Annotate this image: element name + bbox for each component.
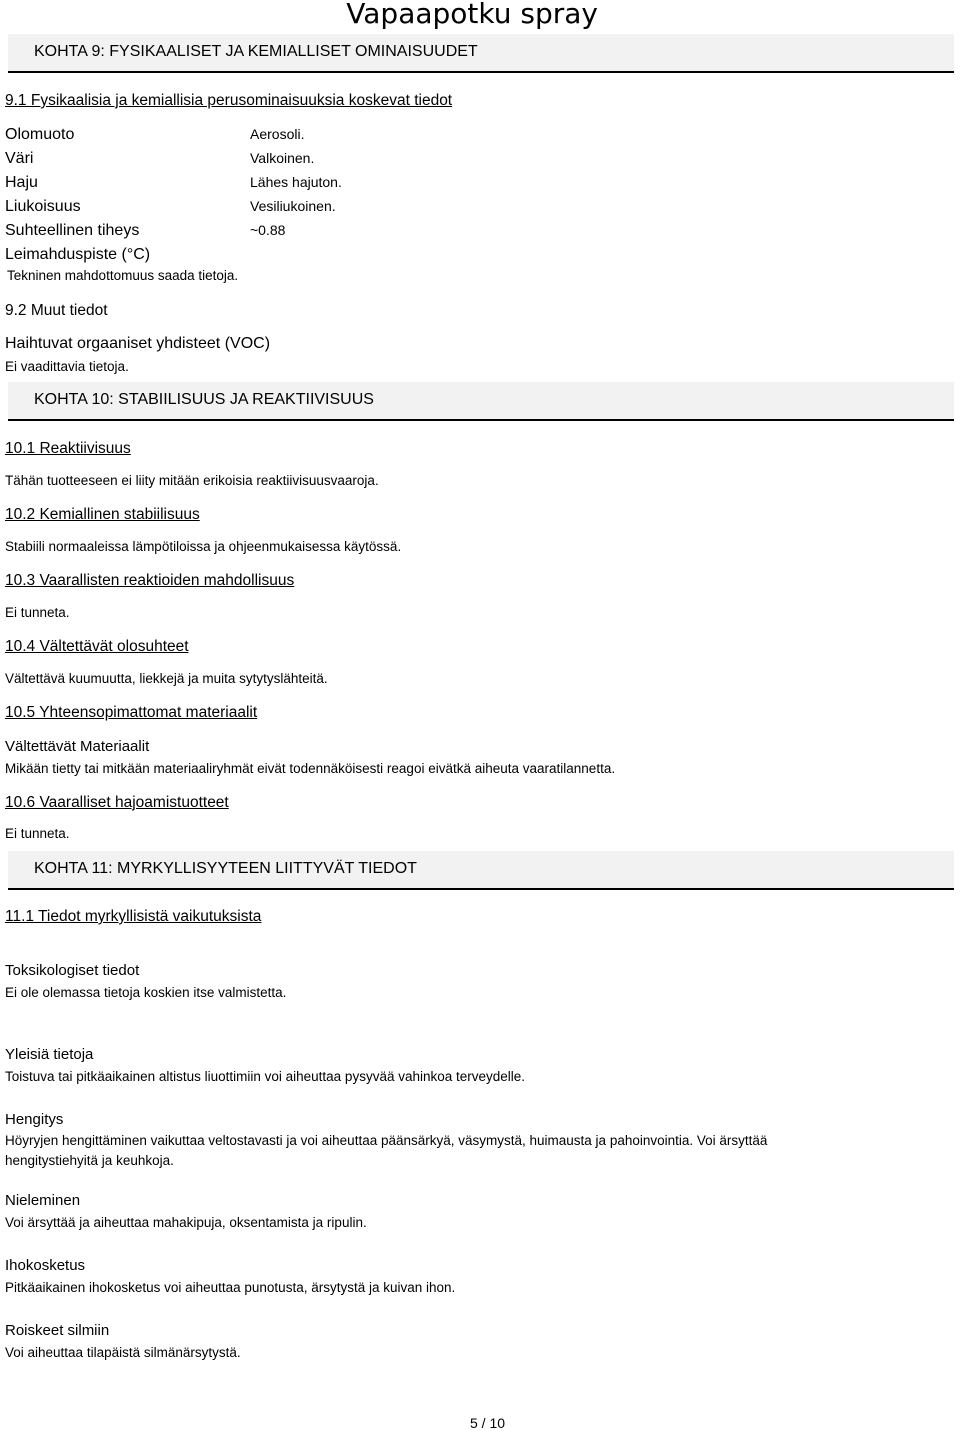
subsection-10-2-text: Stabiili normaaleissa lämpötiloissa ja ohjeenmukaisessa käytössä. (5, 539, 402, 554)
property-value: ~0.88 (250, 222, 286, 238)
inhalation-label: Hengitys (5, 1111, 64, 1128)
inhalation-text: Höyryjen hengittäminen vaikuttaa veltostavasti ja voi aiheuttaa päänsärkyä, väsymystä, huimausta ja pahoinvointia. Voi ärsyttää (5, 1133, 768, 1148)
toxicology-text: Ei ole olemassa tietoja koskien itse valmistetta. (5, 985, 287, 1000)
skin-contact-text: Pitkäaikainen ihokosketus voi aiheuttaa punotusta, ärsytystä ja kuivan ihon. (5, 1280, 456, 1295)
property-label: Leimahduspiste (°C) (5, 246, 151, 263)
property-value: Vesiliukoinen. (250, 198, 336, 214)
property-label: Väri (5, 150, 34, 167)
general-info-text: Toistuva tai pitkäaikainen altistus liuottimiin voi aiheuttaa pysyvää vahinkoa terveydelle. (5, 1069, 526, 1084)
skin-contact-label: Ihokosketus (5, 1257, 86, 1274)
voc-text: Ei vaadittavia tietoja. (5, 359, 129, 374)
section-11-header (8, 851, 954, 890)
subsection-10-3-text: Ei tunneta. (5, 605, 70, 620)
property-label: Suhteellinen tiheys (5, 222, 140, 239)
eye-contact-label: Roiskeet silmiin (5, 1322, 110, 1339)
section-9-title: KOHTA 9: FYSIKAALISET JA KEMIALLISET OMINAISUUDET (34, 43, 478, 60)
subsection-10-2-heading: 10.2 Kemiallinen stabiilisuus (5, 506, 200, 523)
subsection-10-5-label: Vältettävät Materiaalit (5, 738, 150, 755)
section-10-header (8, 382, 954, 421)
subsection-10-1-heading: 10.1 Reaktiivisuus (5, 440, 131, 457)
section-10-title: KOHTA 10: STABIILISUUS JA REAKTIIVISUUS (34, 391, 374, 408)
subsection-9-2-heading: 9.2 Muut tiedot (5, 302, 108, 319)
section-11-title: KOHTA 11: MYRKYLLISYYTEEN LIITTYVÄT TIEDOT (34, 860, 417, 877)
property-label: Liukoisuus (5, 198, 81, 215)
subsection-10-6-heading: 10.6 Vaaralliset hajoamistuotteet (5, 794, 229, 811)
ingestion-label: Nieleminen (5, 1192, 81, 1209)
property-label: Olomuoto (5, 126, 75, 143)
page-number: 5 / 10 (470, 1415, 506, 1431)
document-title: Vapaapotku spray (346, 0, 598, 30)
ingestion-text: Voi ärsyttää ja aiheuttaa mahakipuja, oksentamista ja ripulin. (5, 1215, 367, 1230)
subsection-10-6-text: Ei tunneta. (5, 826, 70, 841)
subsection-10-5-heading: 10.5 Yhteensopimattomat materiaalit (5, 704, 258, 721)
flash-point-note: Tekninen mahdottomuus saada tietoja. (7, 268, 239, 283)
subsection-9-1-heading: 9.1 Fysikaalisia ja kemiallisia perusominaisuuksia koskevat tiedot (5, 92, 453, 109)
voc-label: Haihtuvat orgaaniset yhdisteet (VOC) (5, 335, 271, 352)
general-info-label: Yleisiä tietoja (5, 1046, 94, 1063)
property-value: Lähes hajuton. (250, 174, 342, 190)
subsection-10-3-heading: 10.3 Vaarallisten reaktioiden mahdollisuus (5, 572, 295, 589)
subsection-10-4-text: Vältettävä kuumuutta, liekkejä ja muita sytytyslähteitä. (5, 671, 328, 686)
toxicology-label: Toksikologiset tiedot (5, 962, 140, 979)
property-value: Valkoinen. (250, 150, 315, 166)
inhalation-text-cont: hengitystiehyitä ja keuhkoja. (5, 1153, 174, 1168)
property-label: Haju (5, 174, 38, 191)
subsection-10-4-heading: 10.4 Vältettävät olosuhteet (5, 638, 189, 655)
property-value: Aerosoli. (250, 126, 305, 142)
eye-contact-text: Voi aiheuttaa tilapäistä silmänärsytystä. (5, 1345, 241, 1360)
subsection-10-5-text: Mikään tietty tai mitkään materiaaliryhmät eivät todennäköisesti reagoi eivätkä aiheuta vaaratilannetta. (5, 761, 616, 776)
subsection-11-1-heading: 11.1 Tiedot myrkyllisistä vaikutuksista (5, 908, 262, 925)
subsection-10-1-text: Tähän tuotteeseen ei liity mitään erikoisia reaktiivisuusvaaroja. (5, 473, 379, 488)
section-9-header (8, 34, 954, 73)
